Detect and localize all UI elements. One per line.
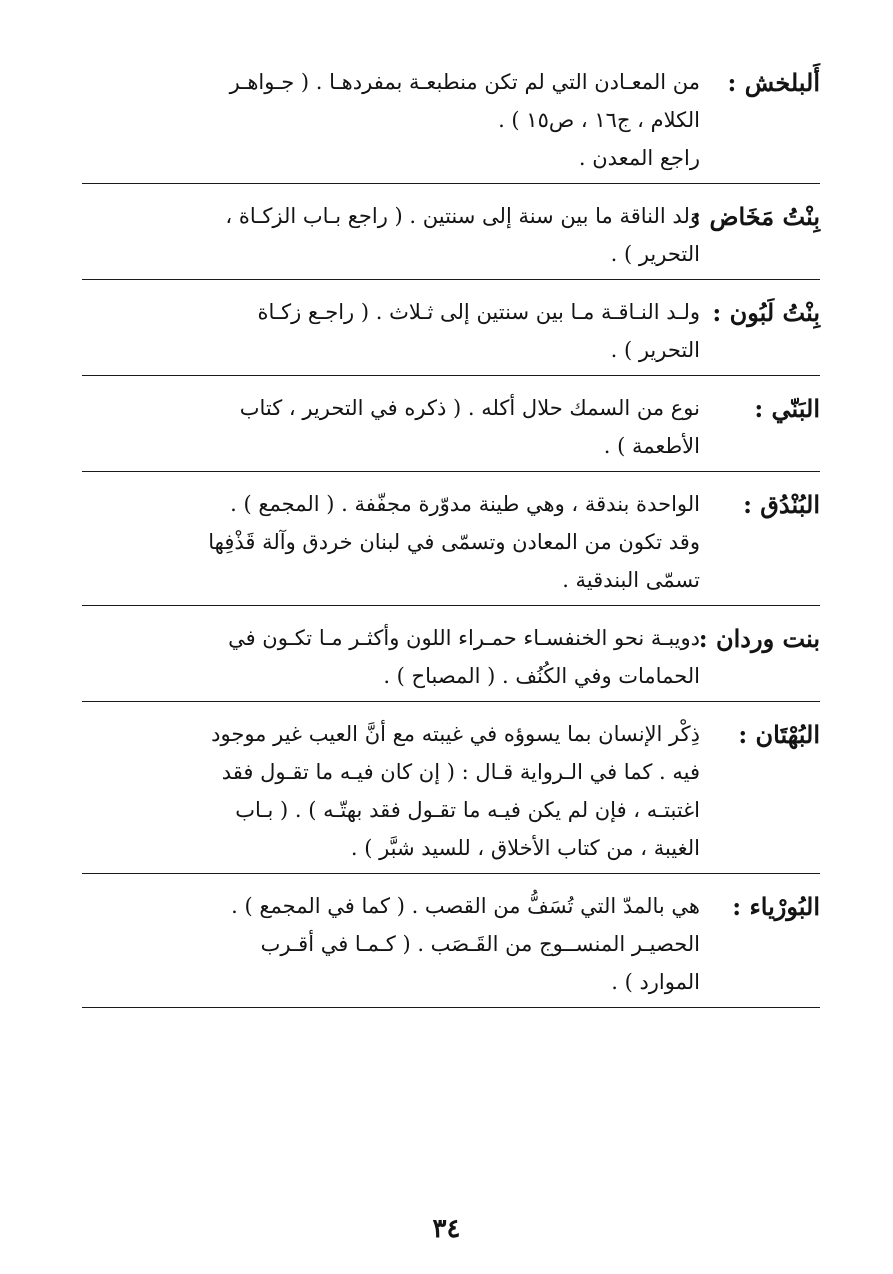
definition-line: هي بالمدّ التي تُسَفُّ من القصب . ( كما في المجمع ) . [231, 894, 700, 918]
glossary-entry [82, 384, 820, 472]
definition-line: ولـد النـاقـة مـا بين سنتين إلى ثـلاث . ( راجـع زكـاة [257, 300, 700, 324]
definition-line: الموارد ) . [611, 970, 700, 994]
definition-line: الواحدة بندقة ، وهي طينة مدوّرة مجفّفة . ( المجمع ) . [230, 492, 700, 516]
entry-definition [82, 617, 700, 695]
definition-line: التحرير ) . [610, 338, 700, 362]
entry-definition [82, 713, 700, 867]
glossary-entry [82, 58, 820, 184]
entry-term: البُنْدُق : [743, 490, 820, 519]
definition-line: الأطعمة ) . [603, 434, 700, 458]
entry-definition [82, 291, 700, 369]
definition-line: اغتبتـه ، فإن لم يكن فيـه ما تقـول فقد بهتّـه ) . ( بـاب [235, 798, 700, 822]
glossary-entry [82, 288, 820, 376]
glossary-entry [82, 192, 820, 280]
glossary-entries [82, 58, 820, 1016]
definition-line: الغيبة ، من كتاب الأخلاق ، للسيد شبَّر ) . [350, 836, 700, 860]
definition-line: من المعـادن التي لم تكن منطبعـة بمفردهـا . ( جـواهـر [229, 70, 700, 94]
definition-line: نوع من السمك حلال أكله . ( ذكره في التحرير ، كتاب [239, 396, 700, 420]
definition-line: وَلد الناقة ما بين سنة إلى سنتين . ( راجع بـاب الزكـاة ، [225, 204, 700, 228]
definition-line: فيه . كما في الـرواية قـال : ( إن كان فيـه ما تقـول فقد [221, 760, 700, 784]
entry-definition [82, 387, 700, 465]
definition-line: الكلام ، ج١٦ ، ص١٥ ) . [498, 108, 700, 132]
entry-term: البُهْتَان : [738, 720, 820, 749]
definition-line: وقد تكون من المعادن وتسمّى في لبنان خردق وآلة قَذْفِها [208, 530, 700, 554]
glossary-entry [82, 480, 820, 606]
entry-definition [82, 61, 700, 177]
definition-line: ذِكْر الإنسان بما يسوؤه في غيبته مع أنَّ العيب غير موجود [211, 722, 700, 746]
entry-term: بِنْتُ لَبُون : [712, 298, 820, 327]
entry-term: بِنْتُ مَخَاض : [692, 202, 820, 231]
entry-term: البُورْياء : [732, 892, 820, 921]
entry-term: بنت وردان : [698, 624, 820, 653]
definition-line: دويبـة نحو الخنفسـاء حمـراء اللون وأكثـر مـا تكـون في [228, 626, 700, 650]
entry-term: البَنّي : [754, 394, 820, 423]
definition-line: الحصيـر المنســوج من القَـصَب . ( كـمـا في أقـرب [260, 932, 700, 956]
entry-term: أَلبلخش : [727, 68, 820, 97]
definition-line: التحرير ) . [610, 242, 700, 266]
definition-line: تسمّى البندقية . [562, 568, 700, 592]
definition-line: الحمامات وفي الكُنُف . ( المصباح ) . [383, 664, 700, 688]
glossary-entry [82, 710, 820, 874]
glossary-entry [82, 614, 820, 702]
definition-line: راجع المعدن . [578, 146, 700, 170]
page-number: ٣٤ [432, 1214, 461, 1244]
entry-definition [82, 885, 700, 1001]
entry-definition [82, 483, 700, 599]
entry-definition [82, 195, 700, 273]
glossary-entry [82, 882, 820, 1008]
